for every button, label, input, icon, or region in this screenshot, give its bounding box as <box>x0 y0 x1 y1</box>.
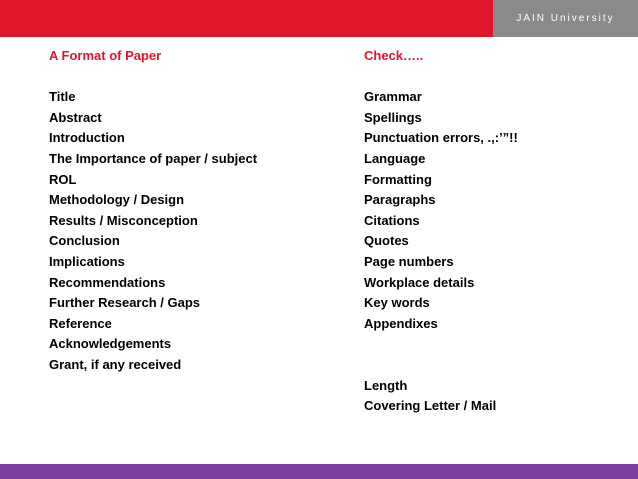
header-bar <box>0 0 638 37</box>
check-column <box>364 46 518 417</box>
format-list <box>49 87 257 375</box>
list-item: Results / Misconception <box>49 212 198 228</box>
check-heading: Check….. <box>364 48 424 63</box>
list-item: Grant, if any received <box>49 356 182 372</box>
list-item: Further Research / Gaps <box>49 295 200 311</box>
list-item: Conclusion <box>49 233 120 249</box>
list-item: ROL <box>49 171 77 187</box>
list-item: The Importance of paper / subject <box>49 150 258 166</box>
list-item: Covering Letter / Mail <box>364 398 497 414</box>
list-item: Length <box>364 377 408 393</box>
list-item: Citations <box>364 212 420 228</box>
list-item: Quotes <box>364 233 409 249</box>
list-item: Reference <box>49 315 112 331</box>
list-item: Page numbers <box>364 253 454 269</box>
list-gap <box>364 334 518 375</box>
list-item: Key words <box>364 295 430 311</box>
list-item: Formatting <box>364 171 432 187</box>
list-item: Methodology / Design <box>49 192 185 208</box>
list-item: Abstract <box>49 109 102 125</box>
brand-box <box>493 0 638 37</box>
footer-bar <box>0 464 638 479</box>
list-item: Introduction <box>49 130 125 146</box>
list-item: Appendixes <box>364 315 438 331</box>
list-item: Acknowledgements <box>49 336 172 352</box>
list-item: Title <box>49 89 76 105</box>
format-column <box>49 46 257 376</box>
list-item: Grammar <box>364 89 422 105</box>
list-item: Implications <box>49 253 125 269</box>
check-list <box>364 87 518 334</box>
list-item: Paragraphs <box>364 192 436 208</box>
list-item: Punctuation errors, .,:’”!! <box>364 130 518 146</box>
brand-label: JAIN University <box>516 13 615 24</box>
list-item: Recommendations <box>49 274 166 290</box>
list-item: Language <box>364 150 426 166</box>
format-heading: A Format of Paper <box>49 48 162 63</box>
list-item: Spellings <box>364 109 422 125</box>
list-item: Workplace details <box>364 274 475 290</box>
check-extra-list <box>364 376 518 417</box>
